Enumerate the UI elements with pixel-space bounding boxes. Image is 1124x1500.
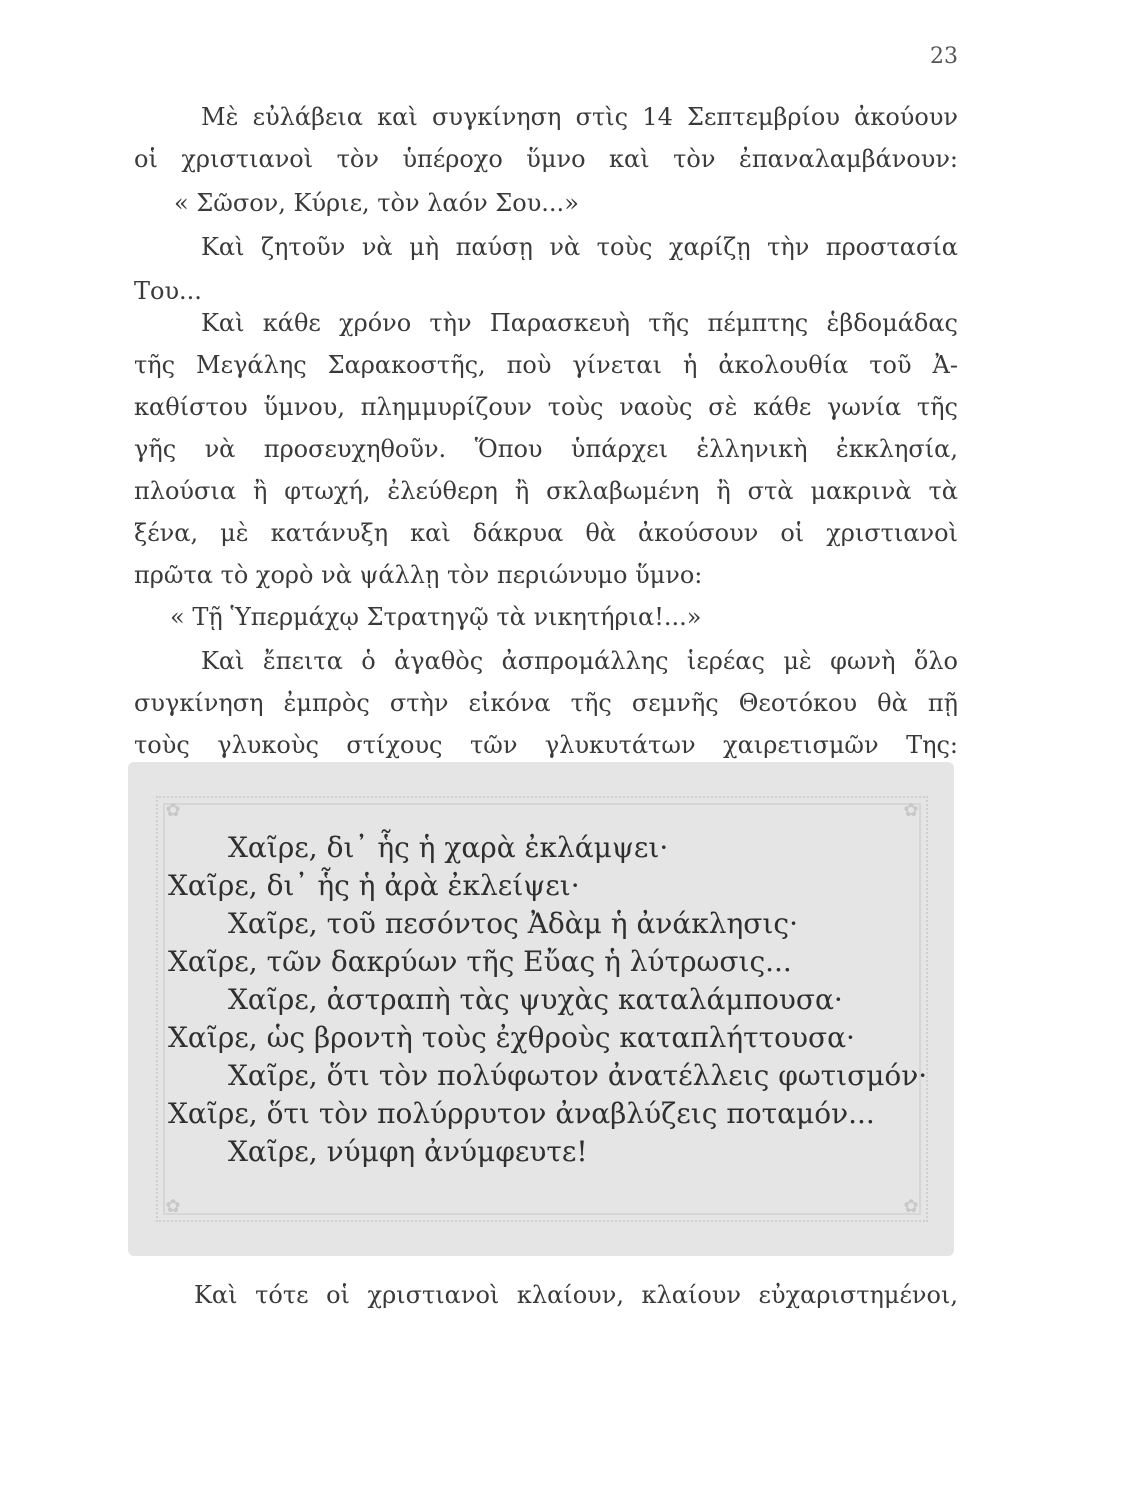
hymn-line: Χαῖρε, δι᾽ ἧς ἡ χαρὰ ἐκλάμψει· [228,831,669,864]
quote-line: « Σῶσον, Κύριε, τὸν λαόν Σου...» [174,189,579,217]
text-line: πλούσια ἢ φτωχή, ἐλεύθερη ἢ σκλαβωμένη ἢ στὰ μακρινὰ τὰ [134,477,958,505]
hymn-line: Χαῖρε, τῶν δακρύων τῆς Εὔας ἡ λύτρωσις... [168,945,792,978]
text-line: Καὶ ἔπειτα ὁ ἀγαθὸς ἀσπρομάλλης ἱερέας μὲ φωνὴ ὅλο [201,647,958,675]
hymn-line: Χαῖρε, ὅτι τὸν πολύρρυτον ἀναβλύζεις ποταμόν... [168,1097,875,1130]
hymn-line: Χαῖρε, ὅτι τὸν πολύφωτον ἀνατέλλεις φωτισμόν· [228,1059,928,1092]
text-line: τοὺς γλυκοὺς στίχους τῶν γλυκυτάτων χαιρετισμῶν Της: [134,731,958,759]
hymn-line: Χαῖρε, νύμφη ἀνύμφευτε! [228,1135,588,1168]
text-line: γῆς νὰ προσευχηθοῦν. Ὅπου ὑπάρχει ἑλληνικὴ ἐκκλησία, [134,435,958,463]
corner-ornament-icon: ✿ [165,800,181,821]
hymn-line: Χαῖρε, ὡς βροντὴ τοὺς ἐχθροὺς καταπλήττουσα· [168,1021,855,1054]
text-line: καθίστου ὕμνου, πλημμυρίζουν τοὺς ναοὺς σὲ κάθε γωνία τῆς [134,393,958,421]
hymn-panel [128,762,954,1256]
corner-ornament-icon: ✿ [903,800,919,821]
text-line: Καὶ ζητοῦν νὰ μὴ παύσῃ νὰ τοὺς χαρίζῃ τὴν προστασία [201,233,958,261]
hymn-line: Χαῖρε, τοῦ πεσόντος Ἀδὰμ ἡ ἀνάκλησις· [228,907,798,940]
text-line: τῆς Μεγάλης Σαρακοστῆς, ποὺ γίνεται ἡ ἀκολουθία τοῦ Ἀ- [134,351,958,379]
text-line: πρῶτα τὸ χορὸ νὰ ψάλλῃ τὸν περιώνυμο ὕμνο: [134,561,703,589]
corner-ornament-icon: ✿ [165,1196,181,1217]
quote-line: « Τῇ Ὑπερμάχῳ Στρατηγῷ τὰ νικητήρια!...» [170,603,702,631]
text-line: οἱ χριστιανοὶ τὸν ὑπέροχο ὕμνο καὶ τὸν ἐπαναλαμβάνουν: [134,145,958,173]
text-line: Του... [134,277,202,305]
closing-line: Καὶ τότε οἱ χριστιανοὶ κλαίουν, κλαίουν εὐχαριστημένοι, [194,1281,958,1309]
text-line: συγκίνηση ἐμπρὸς στὴν εἰκόνα τῆς σεμνῆς Θεοτόκου θὰ πῇ [134,689,958,717]
corner-ornament-icon: ✿ [903,1196,919,1217]
text-line: ξένα, μὲ κατάνυξη καὶ δάκρυα θὰ ἀκούσουν οἱ χριστιανοὶ [134,519,958,547]
hymn-line: Χαῖρε, ἀστραπὴ τὰς ψυχὰς καταλάμπουσα· [228,983,843,1016]
text-line: Μὲ εὐλάβεια καὶ συγκίνηση στὶς 14 Σεπτεμβρίου ἀκούουν [201,103,958,131]
page-number: 23 [930,44,958,69]
hymn-line: Χαῖρε, δι᾽ ἧς ἡ ἀρὰ ἐκλείψει· [168,869,580,902]
text-line: Καὶ κάθε χρόνο τὴν Παρασκευὴ τῆς πέμπτης ἑβδομάδας [201,309,958,337]
